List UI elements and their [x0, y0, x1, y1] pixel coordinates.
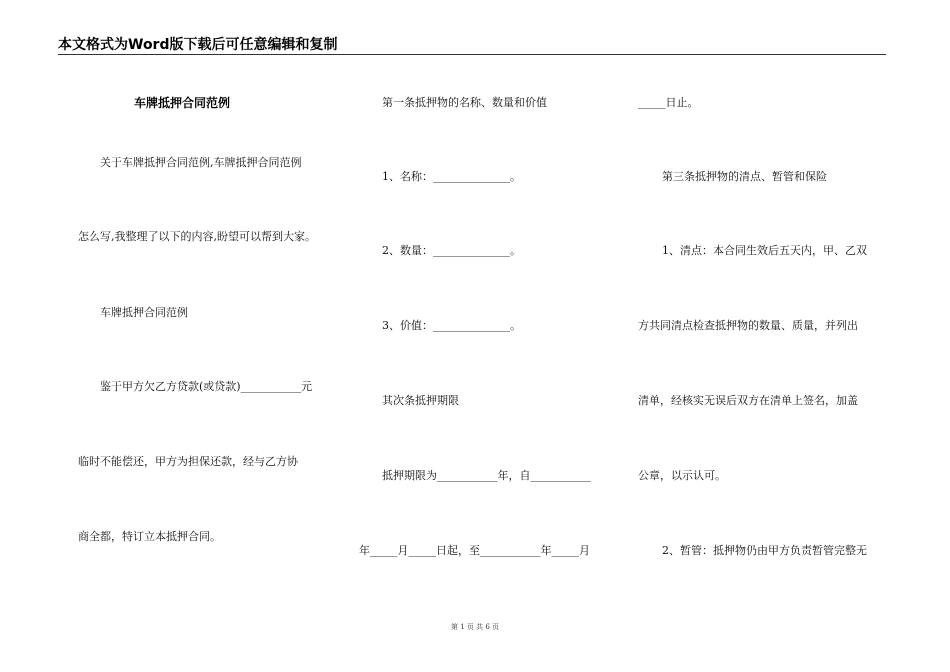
paragraph-line: _____日止。: [638, 96, 699, 109]
paragraph-line: 公章，以示认可。: [638, 469, 726, 482]
section-heading: 车牌抵押合同范例: [100, 306, 188, 319]
clause-heading: 第一条抵押物的名称、数量和价值: [382, 96, 547, 109]
paragraph-line: 2、暂管：抵押物仍由甲方负责暂管完整无: [662, 544, 867, 557]
clause-heading: 第三条抵押物的清点、暂管和保险: [662, 170, 827, 183]
paragraph-line: 抵押期限为___________年，自___________: [382, 469, 591, 482]
paragraph-line: 临时不能偿还，甲方为担保还款，经与乙方协: [78, 455, 298, 468]
paragraph-line: 2、数量：______________。: [382, 244, 521, 257]
document-title: 车牌抵押合同范例: [134, 96, 231, 110]
paragraph-line: 怎么写,我整理了以下的内容,盼望可以帮到大家。: [78, 230, 316, 243]
header-divider: [58, 54, 886, 55]
page-number: 第 1 页 共 6 页: [450, 623, 500, 631]
paragraph-line: 关于车牌抵押合同范例,车牌抵押合同范例: [100, 156, 302, 169]
paragraph-line: 方共同清点检查抵押物的数量、质量，并列出: [638, 319, 858, 332]
paragraph-line: 1、名称：______________。: [382, 170, 521, 183]
paragraph-line: 3、价值：______________。: [382, 319, 521, 332]
paragraph-line: 1、清点：本合同生效后五天内，甲、乙双: [662, 244, 867, 257]
clause-heading: 其次条抵押期限: [382, 394, 459, 407]
paragraph-line: 年_____月_____日起，至___________年_____月: [359, 544, 590, 557]
paragraph-line: 商全都，特订立本抵押合同。: [78, 530, 221, 543]
paragraph-line: 清单，经核实无误后双方在清单上签名，加盖: [638, 394, 858, 407]
paragraph-line: 鉴于甲方欠乙方贷款(或贷款)___________元: [100, 380, 313, 393]
document-header: 本文格式为Word版下载后可任意编辑和复制: [58, 37, 338, 53]
